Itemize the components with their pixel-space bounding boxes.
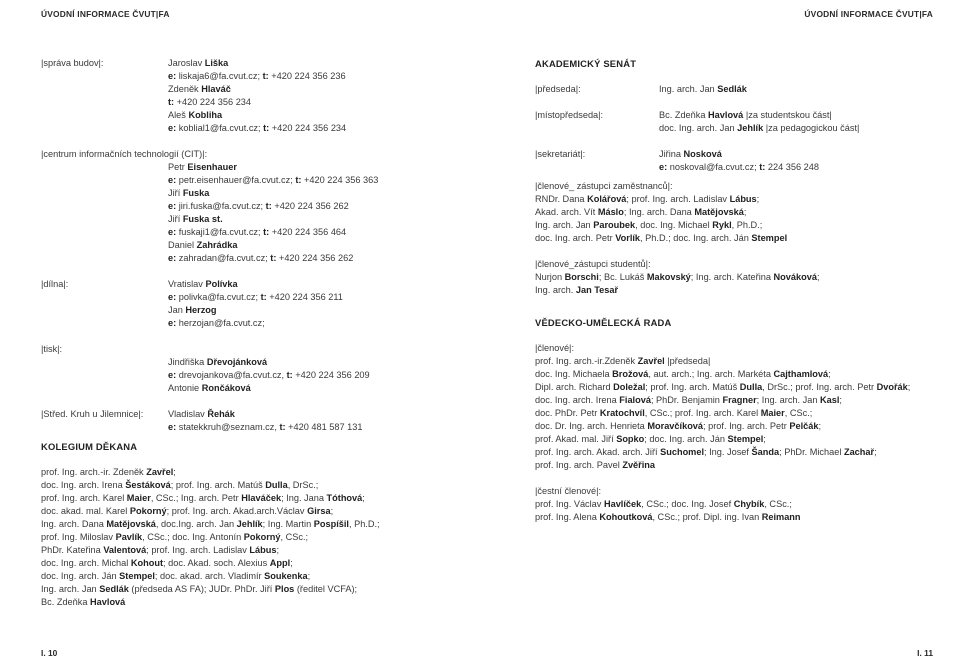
section-label: |správa budov|: [41,58,104,68]
member-line: doc. Ing. arch. Petr Vorlík, Ph.D.; doc. Ing. arch. Ján Stempel [535,233,788,243]
contact-line: e: liskaja6@fa.cvut.cz; t: +420 224 356 236 [168,71,346,81]
person-name: Jan Herzog [168,305,217,315]
member-line: RNDr. Dana Kolářová; prof. Ing. arch. Ladislav Lábus; [535,194,760,204]
contact-line: e: koblial1@fa.cvut.cz; t: +420 224 356 234 [168,123,347,133]
contact-line: e: fuskaji1@fa.cvut.cz; t: +420 224 356 464 [168,227,347,237]
section-label: |čestní členové|: [535,486,602,496]
section-contacts [168,57,481,135]
contact-line: e: polivka@fa.cvut.cz; t: +420 224 356 211 [168,292,343,302]
member-line: Dipl. arch. Richard Doležal; prof. Ing. arch. Matúš Dulla, DrSc.; prof. Ing. arch. Petr Dvořák; [535,382,911,392]
section-contacts [168,408,481,434]
page-number-right: I. 11 [917,648,933,658]
member-line: Ing. arch. Jan Sedlák (předseda AS FA); JUDr. PhDr. Jiří Plos (ředitel VCFA); [41,584,358,594]
member-line: prof. Ing. Václav Havlíček, CSc.; doc. Ing. Josef Chybík, CSc.; [535,499,792,509]
contact-line: e: petr.eisenhauer@fa.cvut.cz; t: +420 224 356 363 [168,175,379,185]
rada-cestni-clenove [535,485,935,524]
section-label: |členové_zástupci studentů|: [535,259,651,269]
member-line: Ing. arch. Jan Paroubek, doc. Ing. Michael Rykl, Ph.D.; [535,220,763,230]
rada-clenove [535,342,935,472]
member-line: Ing. arch. Jan Tesař [535,285,619,295]
right-column [535,57,935,524]
contact-line: e: jiri.fuska@fa.cvut.cz; t: +420 224 356 262 [168,201,349,211]
member-line: Nurjon Borschi; Bc. Lukáš Makovský; Ing. arch. Kateřina Nováková; [535,272,820,282]
section-label: |členové|: [535,343,574,353]
section-contacts [168,161,481,265]
section-heading: AKADEMICKÝ SENÁT [535,58,637,69]
senat-zamestnanci [535,180,935,245]
section-kolegium [41,440,481,609]
section-label: |místopředseda|: [535,110,604,120]
contact-line: e: statekkruh@seznam.cz, t: +420 481 587 131 [168,422,363,432]
member-line: doc. Ing. arch. Ján Stempel; doc. akad. arch. Vladimír Soukenka; [41,571,311,581]
member-line: doc. Ing. arch. Irena Fialová; PhDr. Benjamin Fragner; Ing. arch. Jan Kasl; [535,395,842,405]
member-line: doc. Ing. arch. Irena Šestáková; prof. Ing. arch. Matúš Dulla, DrSc.; [41,480,319,490]
page-header-right: ÚVODNÍ INFORMACE ČVUT|FA [804,9,933,19]
member-line: doc. Ing. arch. Michal Kohout; doc. Akad. soch. Alexius Appl; [41,558,293,568]
member-line: Bc. Zdeňka Havlová [41,597,126,607]
person-name: Aleš Kobliha [168,110,223,120]
member-line: prof. Akad. mal. Jiří Sopko; doc. Ing. arch. Ján Stempel; [535,434,766,444]
member-line: doc. Ing. Michaela Brožová, aut. arch.; Ing. arch. Markéta Cajthamlová; [535,369,831,379]
section-label: |centrum informačních technologií (CIT)|: [41,149,208,159]
person-name: Zdeněk Hlaváč [168,84,231,94]
section-label: |sekretariát|: [535,149,586,159]
senat-studenti [535,258,935,297]
section-label: |členové_ zástupci zaměstnanců|: [535,181,673,191]
section-cit [41,148,481,265]
member-line: prof. Ing. arch. Karel Maier, CSc.; Ing. arch. Petr Hlaváček; Ing. Jana Tóthová; [41,493,365,503]
person-name: Jiří Fuska st. [168,214,223,224]
person-name: Jiří Fuska [168,188,210,198]
senat-sekretariat: |sekretariát|: Jiřina Nosková e: noskoval@fa.cvut.cz; t: 224 356 248 [535,149,820,172]
person-name: Petr Eisenhauer [168,162,237,172]
senat-mistopredseda: |místopředseda|: Bc. Zdeňka Havlová |za studentskou část| doc. Ing. arch. Jan Jehlík |za pedagogickou část| [535,110,860,133]
contact-line: t: +420 224 356 234 [168,97,252,107]
section-label: |Střed. Kruh u Jilemnice|: [41,409,144,419]
section-label: |předseda|: [535,84,581,94]
section-dilna [41,278,481,330]
section-sprava-budov [41,57,481,135]
member-line: doc. akad. mal. Karel Pokorný; prof. Ing. arch. Akad.arch.Václav Girsa; [41,506,334,516]
section-stred [41,408,481,434]
section-tisk [41,343,481,395]
section-contacts [168,343,481,395]
member-line: prof. Ing. Miloslav Pavlík, CSc.; doc. Ing. Antonín Pokorný, CSc.; [41,532,309,542]
person-name: Jindřiška Dřevojánková [168,357,268,367]
section-heading: KOLEGIUM DĚKANA [41,441,138,452]
section-label: |dílna|: [41,279,69,289]
person-name: Jaroslav Liška [168,58,229,68]
member-line: prof. Ing. arch.-ir.Zdeněk Zavřel |předseda| [535,356,711,366]
person-name: Vladislav Řehák [168,409,235,419]
member-line: doc. Dr. Ing. arch. Henrieta Moravčíková; prof. Ing. arch. Petr Pelčák; [535,421,822,431]
page-number-left: I. 10 [41,648,58,658]
person-name: Vratislav Polívka [168,279,238,289]
section-label: |tisk|: [41,344,63,354]
member-line: Akad. arch. Vít Máslo; Ing. arch. Dana Matějovská; [535,207,747,217]
contact-line: e: zahradan@fa.cvut.cz; t: +420 224 356 262 [168,253,354,263]
senat-predseda: |předseda|: Ing. arch. Jan Sedlák [535,84,747,94]
member-line: PhDr. Kateřina Valentová; prof. Ing. arch. Ladislav Lábus; [41,545,280,555]
contact-line: e: herzojan@fa.cvut.cz; [168,318,265,328]
member-line: prof. Ing. arch.-ir. Zdeněk Zavřel; [41,467,176,477]
section-contacts [168,278,481,330]
person-name: Daniel Zahrádka [168,240,238,250]
member-line: prof. Ing. arch. Akad. arch. Jiří Suchomel; Ing. Josef Šanda; PhDr. Michael Zachař; [535,447,877,457]
page-header-left: ÚVODNÍ INFORMACE ČVUT|FA [41,9,170,19]
person-name: Antonie Rončáková [168,383,251,393]
member-line: doc. PhDr. Petr Kratochvíl, CSc.; prof. Ing. arch. Karel Maier, CSc.; [535,408,813,418]
left-column [41,57,481,609]
member-line: Ing. arch. Dana Matějovská, doc.Ing. arch. Jan Jehlík; Ing. Martin Pospíšil, Ph.D.; [41,519,380,529]
member-line: prof. Ing. Alena Kohoutková, CSc.; prof. Dipl. ing. Ivan Reimann [535,512,801,522]
contact-line: e: drevojankova@fa.cvut.cz, t: +420 224 356 209 [168,370,370,380]
member-line: prof. Ing. arch. Pavel Zvěřina [535,460,656,470]
section-heading: VĚDECKO-UMĚLECKÁ RADA [535,317,672,328]
